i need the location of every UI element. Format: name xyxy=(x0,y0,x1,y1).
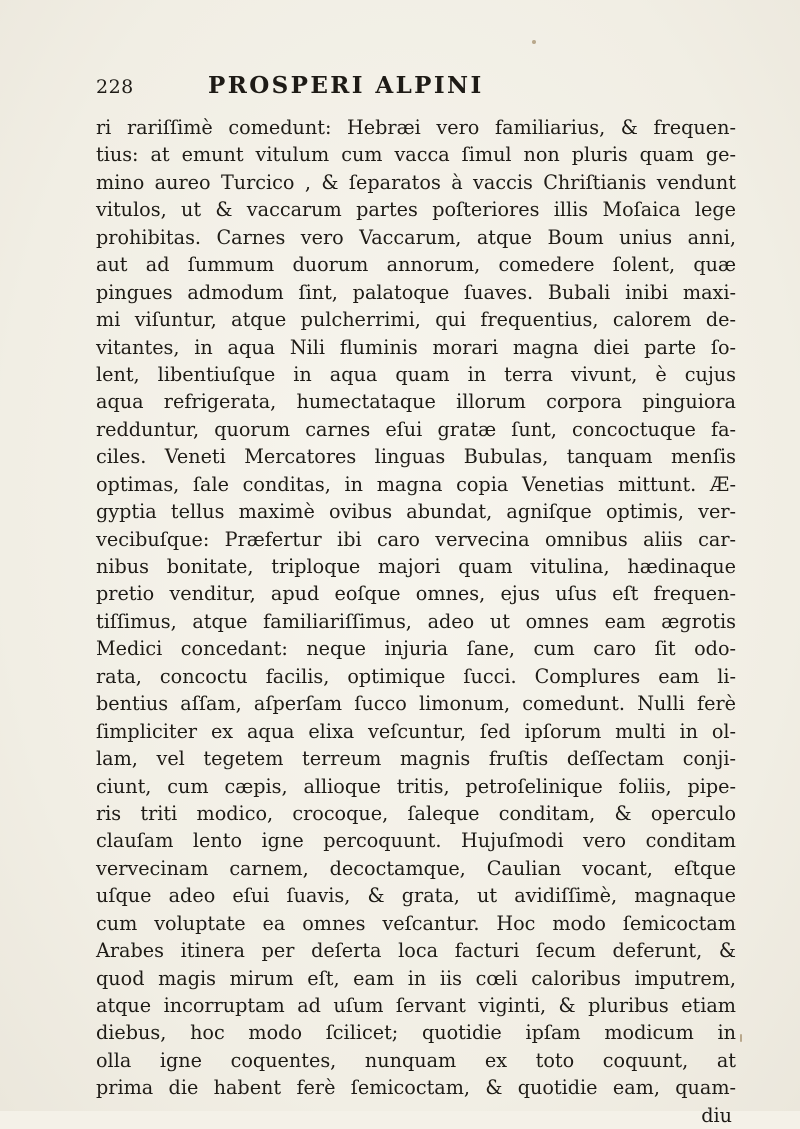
text-line: diebus, hoc modo ſcilicet; quotidie ipſam modicum in xyxy=(96,1021,736,1045)
text-line: bentius aſſam, aſperſam ſucco limonum, comedunt. Nulli ferè xyxy=(96,692,736,716)
text-line: ris triti modico, crocoque, ſaleque conditam, & operculo xyxy=(96,801,736,825)
text-line: prima die habent ferè ſemicoctam, & quotidie eam, quam- xyxy=(96,1076,736,1100)
text-line: clauſam lento igne percoquunt. Hujuſmodi vero conditam xyxy=(96,829,736,853)
text-line: tius: at emunt vitulum cum vacca ſimul non pluris quam ge- xyxy=(96,143,736,167)
text-line: tiſſimus, atque familiariſſimus, adeo ut omnes eam ægrotis xyxy=(96,609,736,633)
text-line: rata, concoctu facilis, optimique ſucci. Complures eam li- xyxy=(96,664,736,688)
text-line: redduntur, quorum carnes eſui gratæ ſunt, concoctuque fa- xyxy=(96,417,736,441)
text-line: ri rariſſimè comedunt: Hebræi vero familiarius, & frequen- xyxy=(96,116,736,139)
text-line: optimas, ſale conditas, in magna copia Venetias mittunt. Æ- xyxy=(96,472,736,496)
text-line: vitulos, ut & vaccarum partes poſteriores illis Moſaica lege xyxy=(96,198,736,222)
body-text xyxy=(96,114,736,1129)
text-line: uſque adeo eſui ſuavis, & grata, ut avidiſſimè, magnaque xyxy=(96,884,736,908)
text-line: prohibitas. Carnes vero Vaccarum, atque Boum unius anni, xyxy=(96,225,736,249)
text-line: atque incorruptam ad uſum ſervant viginti, & pluribus etiam xyxy=(96,994,736,1017)
text-line: vecibuſque: Præfertur ibi caro vervecina omnibus aliis car- xyxy=(96,527,736,551)
text-line: cum voluptate ea omnes veſcantur. Hoc modo ſemicoctam xyxy=(96,911,736,935)
text-line: Arabes itinera per deſerta loca facturi ſecum deferunt, & xyxy=(96,939,736,963)
text-line: ciunt, cum cæpis, allioque tritis, petroſelinique foliis, pipe- xyxy=(96,774,736,798)
text-line: lam, vel tegetem terreum magnis fruſtis deſſectam conji- xyxy=(96,747,736,771)
running-head xyxy=(96,56,736,99)
text-line: vervecinam carnem, decoctamque, Caulian vocant, eſtque xyxy=(96,856,736,880)
text-line: gyptia tellus maximè ovibus abundat, agniſque optimis, ver- xyxy=(96,500,736,524)
text-line: aqua refrigerata, humectataque illorum corpora pinguiora xyxy=(96,390,736,414)
page-number: 228 xyxy=(96,76,134,98)
text-line: Medici concedant: neque injuria ſane, cum caro ſit odo- xyxy=(96,637,736,661)
text-line: nibus bonitate, triploque majori quam vitulina, hædinaque xyxy=(96,555,736,578)
text-line: olla igne coquentes, nunquam ex toto coquunt, at xyxy=(96,1048,736,1072)
paper-speck xyxy=(532,40,536,44)
text-line: lent, libentiuſque in aqua quam in terra vivunt, è cujus xyxy=(96,362,736,386)
text-line: pingues admodum ſint, palatoque ſuaves. Bubali inibi maxi- xyxy=(96,280,736,304)
text-line: ciles. Veneti Mercatores linguas Bubulas, tanquam menſis xyxy=(96,445,736,469)
text-line: aut ad ſummum duorum annorum, comedere ſolent, quæ xyxy=(96,253,736,277)
header-title: PROSPERI ALPINI xyxy=(208,72,484,99)
text-line: ſimpliciter ex aqua elixa veſcuntur, ſed ipſorum multi in ol- xyxy=(96,719,736,743)
text-line: mi viſuntur, atque pulcherrimi, qui frequentius, calorem de- xyxy=(96,308,736,332)
text-line: mino aureo Turcico , & ſeparatos à vaccis Chriſtianis vendunt xyxy=(96,170,736,194)
text-line: pretio venditur, apud eoſque omnes, ejus uſus eſt frequen- xyxy=(96,582,736,606)
text-line: vitantes, in aqua Nili fluminis morari magna diei parte ſo- xyxy=(96,335,736,359)
paper-speck xyxy=(740,1034,742,1042)
text-line: quod magis mirum eſt, eam in iis cœli caloribus imputrem, xyxy=(96,966,736,990)
catchword: diu xyxy=(701,1103,732,1127)
